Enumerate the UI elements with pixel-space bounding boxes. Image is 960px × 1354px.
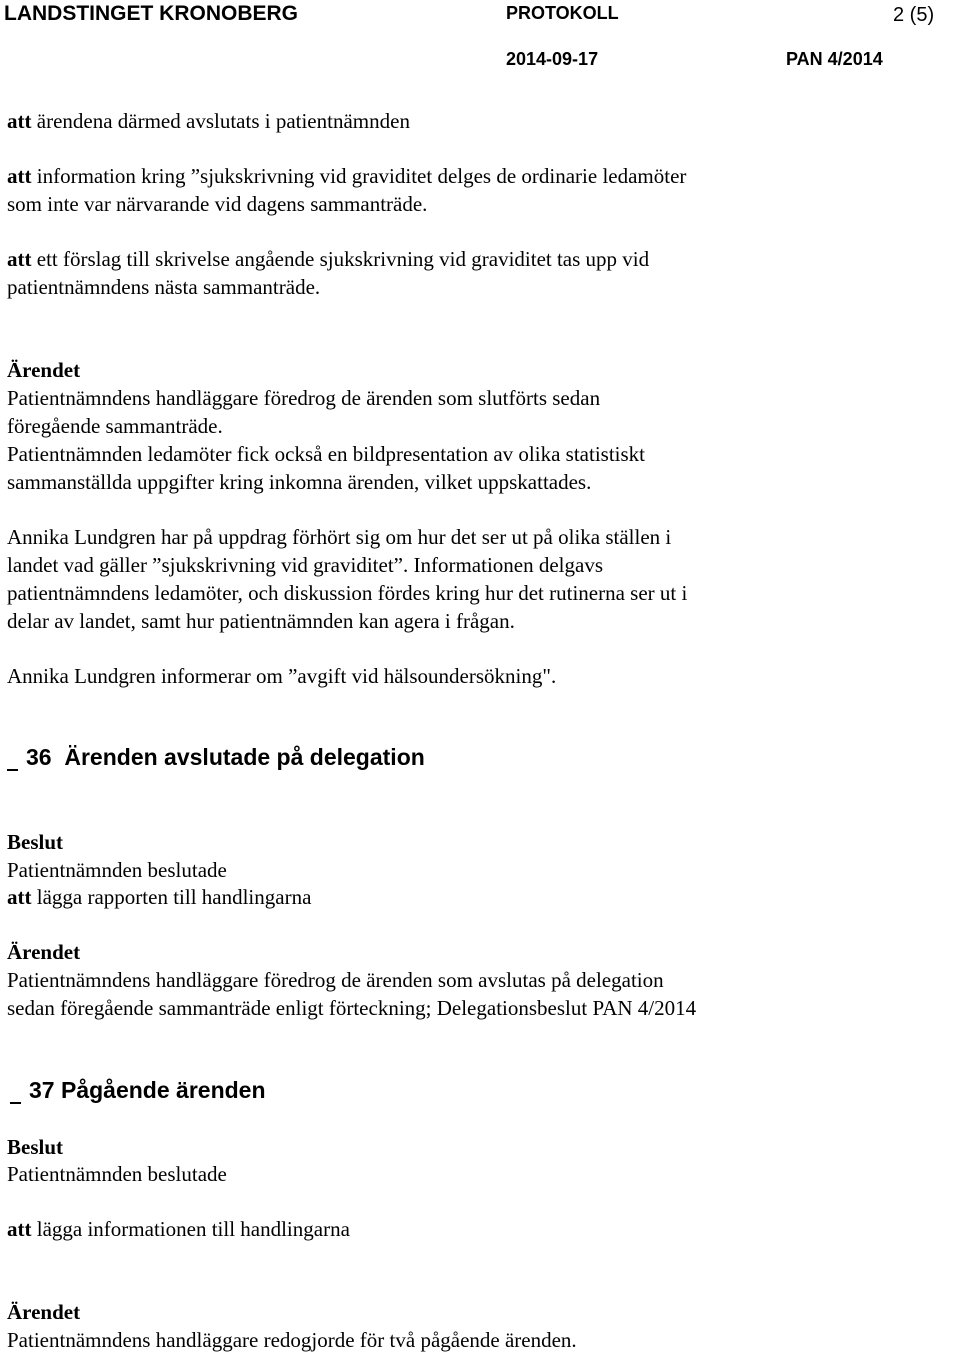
paragraph-line: sammanställda uppgifter kring inkomna ärenden, vilket uppskattades. bbox=[7, 470, 592, 494]
arendet-heading: Ärendet bbox=[7, 940, 81, 964]
underline-marker bbox=[7, 749, 18, 771]
section-heading-36: 36 Ärenden avslutade på delegation bbox=[7, 743, 425, 773]
paragraph-line: Annika Lundgren informerar om ”avgift vid hälsoundersökning". bbox=[7, 664, 557, 688]
paragraph-line: Patientnämndens handläggare föredrog de ärenden som slutförts sedan bbox=[7, 386, 601, 410]
decision-line-cont: som inte var närvarande vid dagens sammanträde. bbox=[7, 192, 428, 216]
arendet-heading: Ärendet bbox=[7, 358, 81, 382]
underline-marker bbox=[10, 1082, 21, 1104]
paragraph-line: landet vad gäller ”sjukskrivning vid graviditet”. Informationen delgavs bbox=[7, 553, 603, 577]
beslut-heading: Beslut bbox=[7, 830, 64, 854]
decision-line: att lägga informationen till handlingarna bbox=[7, 1217, 350, 1241]
paragraph-line: Patientnämndens handläggare föredrog de ärenden som avslutas på delegation bbox=[7, 968, 664, 992]
paragraph-line: patientnämndens ledamöter, och diskussion fördes kring hur det rutinerna ser ut i bbox=[7, 581, 688, 605]
decision-line: att information kring ”sjukskrivning vid graviditet delges de ordinarie ledamöter bbox=[7, 164, 687, 188]
beslut-text: Patientnämnden beslutade bbox=[7, 1162, 227, 1186]
decision-line: att ett förslag till skrivelse angående sjukskrivning vid graviditet tas upp vid bbox=[7, 247, 650, 271]
beslut-heading: Beslut bbox=[7, 1135, 64, 1159]
document-reference: PAN 4/2014 bbox=[786, 49, 883, 69]
meeting-date: 2014-09-17 bbox=[506, 49, 599, 69]
paragraph-line: Patientnämnden ledamöter fick också en bildpresentation av olika statistiskt bbox=[7, 442, 645, 466]
paragraph-line: Patientnämndens handläggare redogjorde för två pågående ärenden. bbox=[7, 1328, 577, 1352]
paragraph-line: föregående sammanträde. bbox=[7, 414, 223, 438]
decision-line: att lägga rapporten till handlingarna bbox=[7, 885, 312, 909]
paragraph-line: sedan föregående sammanträde enligt förteckning; Delegationsbeslut PAN 4/2014 bbox=[7, 996, 697, 1020]
beslut-text: Patientnämnden beslutade bbox=[7, 858, 227, 882]
section-heading-37: 37 Pågående ärenden bbox=[10, 1076, 266, 1104]
page-number: 2 (5) bbox=[893, 4, 935, 26]
decision-line-cont: patientnämndens nästa sammanträde. bbox=[7, 275, 321, 299]
arendet-heading: Ärendet bbox=[7, 1300, 81, 1324]
decision-line: att ärendena därmed avslutats i patientnämnden bbox=[7, 109, 410, 133]
paragraph-line: delar av landet, samt hur patientnämnden kan agera i frågan. bbox=[7, 609, 515, 633]
organization-name: LANDSTINGET KRONOBERG bbox=[4, 2, 298, 25]
document-type: PROTOKOLL bbox=[506, 3, 619, 23]
paragraph-line: Annika Lundgren har på uppdrag förhört sig om hur det ser ut på olika ställen i bbox=[7, 525, 672, 549]
